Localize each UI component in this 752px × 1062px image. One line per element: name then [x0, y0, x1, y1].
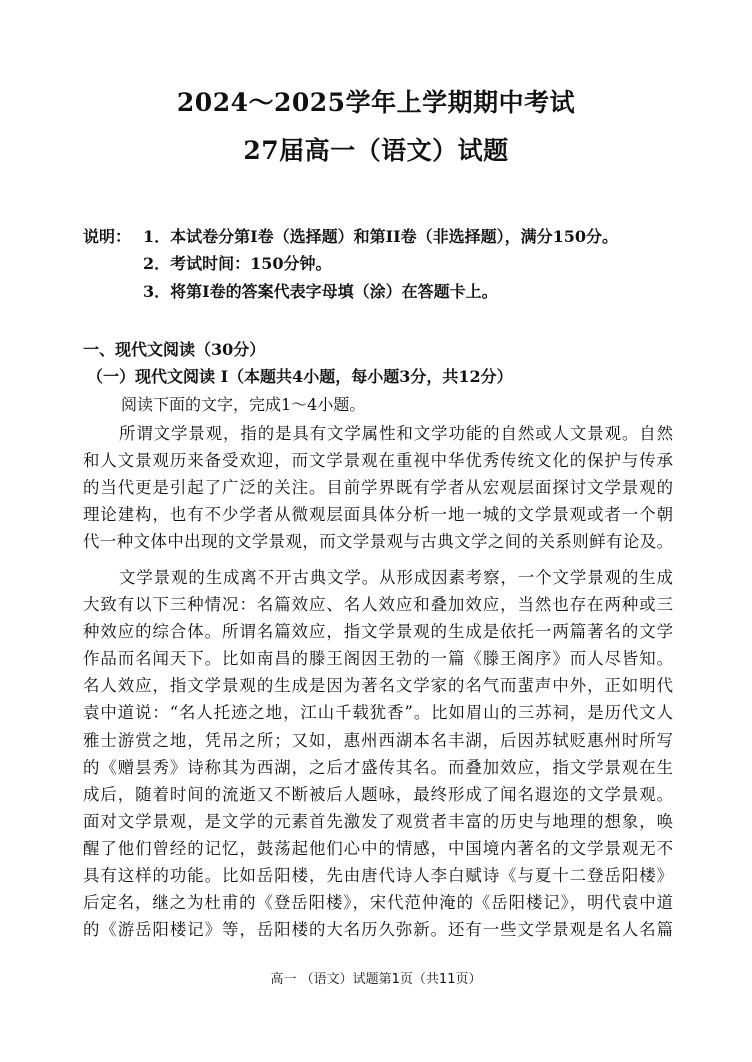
passage-line: 具有这样的功能。比如岳阳楼，先由唐代诗人李白赋诗《与夏十二登岳阳楼》: [83, 866, 673, 886]
passage-line: 的《赠昙秀》诗称其为西湖，之后才盛传其名。而叠加效应，指文学景观在生: [83, 757, 673, 777]
passage-line: 理论建构，也有不少学者从微观层面具体分析一地一城的文学景观或者一个朝: [83, 505, 673, 525]
passage-line: 面对文学景观，是文学的元素首先激发了观赏者丰富的历史与地理的想象，唤: [83, 811, 673, 831]
section-heading: 一、现代文阅读（30分）: [83, 340, 266, 359]
exam-subtitle: 27届高一（语文）试题: [243, 136, 509, 165]
passage-line: 醒了他们曾经的记忆，鼓荡起他们心中的情感，中国境内著名的文学景观无不: [83, 838, 673, 858]
reading-prompt: 阅读下面的文字，完成1～4小题。: [121, 395, 366, 414]
passage-line: 的《游岳阳楼记》等，岳阳楼的大名历久弥新。还有一些文学景观是名人名篇: [83, 920, 673, 940]
passage-line: 大致有以下三种情况：名篇效应、名人效应和叠加效应，当然也存在两种或三: [83, 595, 673, 615]
passage-line: 种效应的综合体。所谓名篇效应，指文学景观的生成是依托一两篇著名的文学: [83, 622, 673, 642]
passage-paragraph-2: [83, 564, 673, 943]
instruction-item-2: 2．考试时间：150分钟。: [143, 254, 332, 273]
exam-title: 2024～2025学年上学期期中考试: [176, 88, 576, 117]
instruction-item-1: 1．本试卷分第I卷（选择题）和第II卷（非选择题），满分150分。: [143, 227, 618, 246]
passage-line: 作品而名闻天下。比如南昌的滕王阁因王勃的一篇《滕王阁序》而人尽皆知。: [83, 649, 673, 669]
passage-line: 袁中道说：“名人托迹之地，江山千载犹香”。比如眉山的三苏祠，是历代文人: [83, 703, 673, 723]
passage-line: 代一种文体中出现的文学景观，而文学景观与古典文学之间的关系则鲜有论及。: [83, 532, 673, 552]
instructions-label: 说明：: [83, 227, 132, 246]
instruction-item-3: 3．将第I卷的答案代表字母填（涂）在答题卡上。: [143, 282, 498, 301]
passage-line: 后定名，继之为杜甫的《登岳阳楼》，宋代范仲淹的《岳阳楼记》，明代袁中道: [83, 893, 673, 913]
page-footer: 高一 （语文）试题第1页（共11页）: [270, 972, 482, 987]
passage-line: 雅士游赏之地，凭吊之所；又如，惠州西湖本名丰湖，后因苏轼贬惠州时所写: [83, 730, 673, 750]
passage-line: 和人文景观历来备受欢迎，而文学景观在重视中华优秀传统文化的保护与传承: [83, 451, 673, 471]
subsection-heading: （一）现代文阅读 I（本题共4小题，每小题3分，共12分）: [87, 367, 513, 386]
passage-line: 文学景观的生成离不开古典文学。从形成因素考察，一个文学景观的生成: [119, 568, 673, 587]
passage-paragraph-1: [83, 420, 673, 555]
passage-line: 成后，随着时间的流逝又不断被后人题咏，最终形成了闻名遐迩的文学景观。: [83, 784, 673, 804]
passage-line: 名人效应，指文学景观的生成是因为著名文学家的名气而蜚声中外，正如明代: [83, 676, 673, 696]
passage-line: 的当代更是引起了广泛的关注。目前学界既有学者从宏观层面探讨文学景观的: [83, 478, 673, 498]
passage-line: 所谓文学景观，指的是具有文学属性和文学功能的自然或人文景观。自然: [119, 424, 673, 443]
